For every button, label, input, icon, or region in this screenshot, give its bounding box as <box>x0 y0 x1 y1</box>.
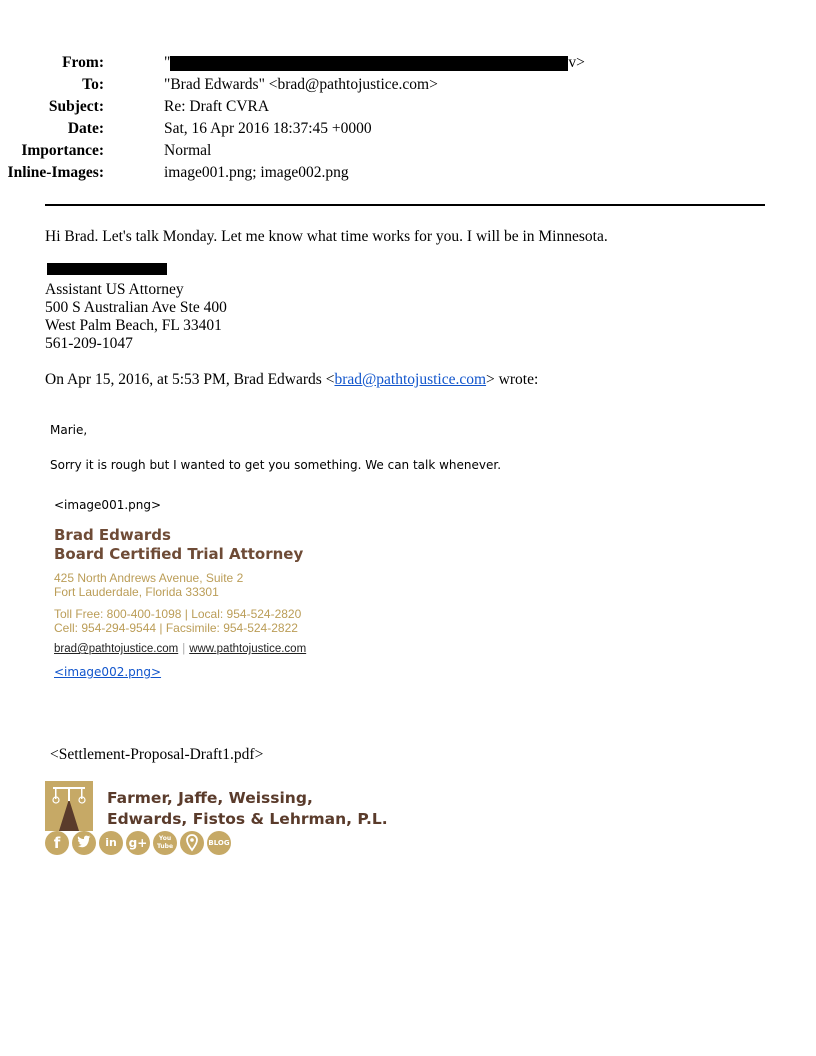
inline-images-row <box>0 162 760 184</box>
signature-block <box>45 281 227 353</box>
quoted-web-link[interactable]: www.pathtojustice.com <box>189 643 307 655</box>
to-row <box>0 74 760 96</box>
google-plus-icon[interactable] <box>126 831 150 855</box>
quoted-phones-2: Cell: 954-294-9544 | Facsimile: 954-524-2822 <box>54 621 298 635</box>
facebook-icon[interactable] <box>45 831 69 855</box>
quoted-links <box>54 643 306 655</box>
from-value-visible: v> <box>568 54 585 71</box>
quote-intro-suffix: > wrote: <box>486 371 539 388</box>
signature-address-2: West Palm Beach, FL 33401 <box>45 317 222 334</box>
message-text: Hi Brad. Let's talk Monday. Let me know what time works for you. I will be in Minnesota. <box>45 228 608 245</box>
inline-image-2-link[interactable]: <image002.png> <box>54 665 162 679</box>
quote-intro <box>45 371 538 389</box>
blog-glyph: BLOG <box>208 839 230 847</box>
quote-email-link[interactable]: brad@pathtojustice.com <box>334 371 487 388</box>
quoted-signature-name: Brad Edwards <box>54 526 171 544</box>
redaction-bar <box>170 56 568 71</box>
importance-value: Normal <box>164 142 212 159</box>
date-value: Sat, 16 Apr 2016 18:37:45 +0000 <box>164 120 372 137</box>
blog-icon[interactable] <box>207 831 231 855</box>
inline-images-label: Inline-Images: <box>7 164 104 181</box>
linkedin-icon[interactable]: in <box>99 831 123 855</box>
quoted-email-link[interactable]: brad@pathtojustice.com <box>54 643 179 655</box>
subject-label: Subject: <box>48 98 104 115</box>
signature-title: Assistant US Attorney <box>45 281 184 298</box>
map-pin-icon[interactable] <box>180 831 204 855</box>
quoted-signature-title: Board Certified Trial Attorney <box>54 545 304 563</box>
email-header <box>0 52 760 184</box>
firm-name-line-2: Edwards, Fistos & Lehrman, P.L. <box>107 810 388 828</box>
attachment-name[interactable]: <Settlement-Proposal-Draft1.pdf> <box>50 746 264 763</box>
header-divider <box>45 204 765 206</box>
subject-value: Re: Draft CVRA <box>164 98 270 115</box>
from-value: " v> <box>164 54 585 71</box>
importance-label: Importance: <box>21 142 104 159</box>
firm-name-line-1: Farmer, Jaffe, Weissing, <box>107 789 313 807</box>
firm-logo-icon <box>45 781 93 831</box>
date-label: Date: <box>67 120 104 137</box>
to-label: To: <box>82 76 104 93</box>
signature-phone: 561-209-1047 <box>45 335 133 352</box>
date-row <box>0 118 760 140</box>
from-row <box>0 52 760 74</box>
twitter-icon[interactable] <box>72 831 96 855</box>
youtube-icon[interactable] <box>153 831 177 855</box>
facebook-glyph: f <box>53 834 61 852</box>
quoted-address-1: 425 North Andrews Avenue, Suite 2 <box>54 571 244 585</box>
importance-row <box>0 140 760 162</box>
twitter-glyph <box>72 831 96 855</box>
quoted-line: Sorry it is rough but I wanted to get you something. We can talk whenever. <box>50 458 502 472</box>
subject-row <box>0 96 760 118</box>
from-label: From: <box>62 54 104 71</box>
signature-name-redaction <box>47 263 167 275</box>
map-pin-glyph <box>180 831 204 855</box>
signature-address-1: 500 S Australian Ave Ste 400 <box>45 299 227 316</box>
link-separator: | <box>182 643 186 655</box>
quoted-greeting: Marie, <box>50 423 88 437</box>
inline-image-1-placeholder: <image001.png> <box>54 498 162 512</box>
quote-intro-prefix: On Apr 15, 2016, at 5:53 PM, Brad Edwards < <box>45 371 335 388</box>
youtube-glyph: You Tube <box>156 835 174 850</box>
inline-images-value: image001.png; image002.png <box>164 164 349 181</box>
to-value: "Brad Edwards" <brad@pathtojustice.com> <box>164 76 438 93</box>
quoted-address-2: Fort Lauderdale, Florida 33301 <box>54 585 219 599</box>
quoted-phones-1: Toll Free: 800-400-1098 | Local: 954-524-2820 <box>54 607 302 621</box>
google-plus-glyph: g+ <box>128 836 148 850</box>
firm-name <box>107 788 388 830</box>
